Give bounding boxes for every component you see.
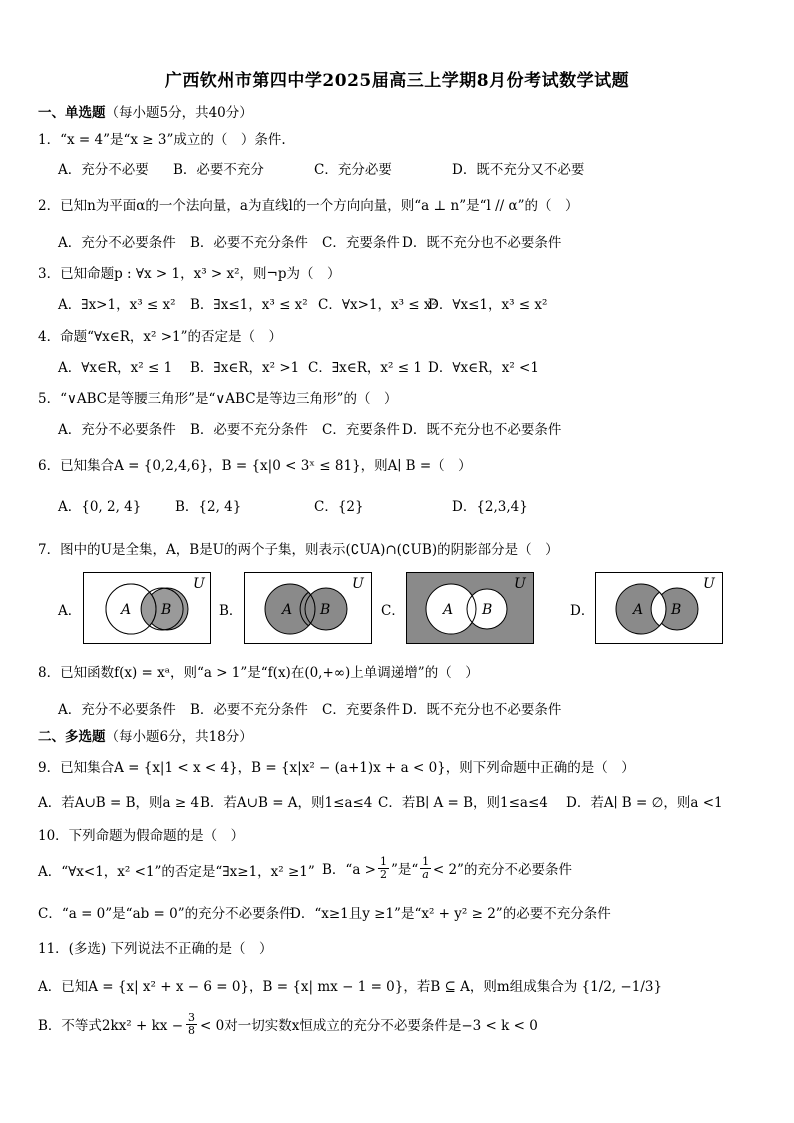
fraction-three-eighths — [186, 1012, 197, 1037]
q5-option-a[interactable]: A．充分不必要条件 — [58, 422, 176, 438]
q6-stem: 6．已知集合A = {0,2,4,6}，B = {x|0 < 3ˣ ≤ 81}，则A∣ B =（ ） — [38, 458, 472, 474]
set-b-label: B — [161, 602, 172, 618]
q2-stem: 2．已知n为平面α的一个法向量，a为直线l的一个方向向量，则“a ⊥ n”是“l // α”的（ ） — [38, 198, 579, 214]
q9-option-c[interactable]: C．若B∣ A = B，则1≤a≤4 — [378, 795, 548, 811]
q1-option-c[interactable]: C．充分必要 — [314, 162, 392, 178]
q10-option-b[interactable] — [322, 852, 572, 884]
section-head: 一、单选题 — [38, 105, 106, 121]
set-b-label: B — [482, 602, 493, 618]
q1-option-d[interactable]: D．既不充分又不必要 — [452, 162, 585, 178]
q7-venn-d[interactable] — [595, 572, 723, 644]
q4-option-c[interactable]: C．∃x∈R，x² ≤ 1 — [308, 360, 422, 376]
q10-option-d[interactable]: D．“x≥1且y ≥1”是“x² + y² ≥ 2”的必要不充分条件 — [290, 906, 611, 922]
q7-option-b-label[interactable]: B． — [219, 603, 243, 619]
q2-option-c[interactable]: C．充要条件 — [322, 235, 400, 251]
q8-stem: 8．已知函数f(x) = xᵃ，则“a > 1”是“f(x)在(0,+∞)上单调递增”的（ ） — [38, 665, 479, 681]
set-a-label: A — [121, 602, 132, 618]
q4-option-a[interactable]: A．∀x∈R，x² ≤ 1 — [58, 360, 173, 376]
q10-option-c[interactable]: C．“a = 0”是“ab = 0”的充分不必要条件 — [38, 906, 293, 922]
fraction-one-over-a — [420, 856, 431, 881]
numerator: 3 — [188, 1010, 196, 1024]
q7-venn-c[interactable] — [406, 572, 534, 644]
numerator: 1 — [379, 854, 387, 868]
section-head: 二、多选题 — [38, 729, 106, 745]
q11-stem: 11．(多选) 下列说法不正确的是（ ） — [38, 941, 273, 957]
section-single-choice — [38, 101, 253, 121]
q10-b-prefix: B．“a > — [322, 862, 376, 878]
set-a-label: A — [282, 602, 293, 618]
q11-a-text: A．已知A = {x| x² + x − 6 = 0}，B = {x| mx − 1 = 0}，若B ⊆ A，则m组成集合为 — [38, 979, 578, 995]
q10-stem: 10．下列命题为假命题的是（ ） — [38, 828, 245, 844]
q8-option-b[interactable]: B．必要不充分条件 — [190, 702, 308, 718]
q4-option-d[interactable]: D．∀x∈R，x² <1 — [428, 360, 539, 376]
q3-option-d[interactable]: D．∀x≤1，x³ ≤ x² — [428, 297, 548, 313]
q5-option-b[interactable]: B．必要不充分条件 — [190, 422, 308, 438]
q10-b-suffix: < 2”的充分不必要条件 — [432, 862, 572, 878]
set-a-label: A — [443, 602, 454, 618]
denominator: a — [422, 867, 429, 881]
q9-stem: 9．已知集合A = {x|1 < x < 4}，B = {x|x² − (a+1)x + a < 0}，则下列命题中正确的是（ ） — [38, 760, 635, 776]
q3-stem: 3．已知命题p : ∀x > 1，x³ > x²，则¬p为（ ） — [38, 266, 341, 282]
q10-b-mid: ”是“ — [390, 862, 419, 878]
universe-label: U — [193, 576, 205, 592]
q5-stem: 5．“∨ABC是等腰三角形”是“∨ABC是等边三角形”的（ ） — [38, 391, 398, 407]
q6-option-c[interactable]: C．{2} — [314, 499, 364, 515]
q2-option-d[interactable]: D．既不充分也不必要条件 — [402, 235, 562, 251]
q10-option-a[interactable]: A．“∀x<1，x² <1”的否定是“∃x≥1，x² ≥1” — [38, 864, 315, 880]
q5-option-c[interactable]: C．充要条件 — [322, 422, 400, 438]
q5-option-d[interactable]: D．既不充分也不必要条件 — [402, 422, 562, 438]
q3-option-b[interactable]: B．∃x≤1，x³ ≤ x² — [190, 297, 308, 313]
fraction-one-half — [378, 856, 389, 881]
q2-option-a[interactable]: A．充分不必要条件 — [58, 235, 176, 251]
q9-option-d[interactable]: D．若A∣ B = ∅，则a <1 — [566, 795, 723, 811]
q4-stem: 4．命题“∀x∈R，x² >1”的否定是（ ） — [38, 329, 283, 345]
q1-option-b[interactable]: B．必要不充分 — [173, 162, 264, 178]
q6-option-d[interactable]: D．{2,3,4} — [452, 499, 528, 515]
q7-venn-b[interactable] — [244, 572, 372, 644]
q11-option-a[interactable] — [38, 975, 662, 995]
q8-option-c[interactable]: C．充要条件 — [322, 702, 400, 718]
universe-label: U — [352, 576, 364, 592]
q11-option-b[interactable] — [38, 1008, 538, 1040]
q11-b-prefix: B．不等式2kx² + kx − — [38, 1018, 184, 1034]
q7-venn-a[interactable] — [83, 572, 211, 644]
page-title: 广西钦州市第四中学2025届高三上学期8月份考试数学试题 — [164, 71, 630, 91]
q4-option-b[interactable]: B．∃x∈R，x² >1 — [190, 360, 300, 376]
q11-a-set: {1/2, −1/3} — [581, 979, 663, 995]
q9-option-a[interactable]: A．若A∪B = B，则a ≥ 4 — [38, 795, 200, 811]
universe-label: U — [703, 576, 715, 592]
set-b-label: B — [320, 602, 331, 618]
q6-option-b[interactable]: B．{2, 4} — [175, 499, 242, 515]
set-b-label: B — [671, 602, 682, 618]
denominator: 2 — [379, 867, 387, 881]
q7-stem: 7．图中的U是全集，A，B是U的两个子集，则表示(∁UA)∩(∁UB)的阴影部分是（ ） — [38, 542, 559, 558]
universe-label: U — [514, 576, 526, 592]
q3-option-c[interactable]: C．∀x>1，x³ ≤ x² — [318, 297, 437, 313]
q11-b-suffix: < 0对一切实数x恒成立的充分不必要条件是−3 < k < 0 — [200, 1018, 538, 1034]
q7-option-a-label[interactable]: A． — [58, 603, 82, 619]
q7-option-d-label[interactable]: D． — [570, 603, 595, 619]
section-multiple-choice — [38, 725, 253, 745]
q9-option-b[interactable]: B．若A∪B = A，则1≤a≤4 — [200, 795, 373, 811]
q1-stem: 1．“x = 4”是“x ≥ 3”成立的（ ）条件. — [38, 132, 286, 148]
q8-option-d[interactable]: D．既不充分也不必要条件 — [402, 702, 562, 718]
q1-option-a[interactable]: A．充分不必要 — [58, 162, 149, 178]
section-note: （每小题5分，共40分） — [105, 105, 253, 121]
numerator: 1 — [422, 854, 430, 868]
set-a-label: A — [633, 602, 644, 618]
q6-option-a[interactable]: A．{0, 2, 4} — [58, 499, 142, 515]
q2-option-b[interactable]: B．必要不充分条件 — [190, 235, 308, 251]
section-note: （每小题6分，共18分） — [105, 729, 253, 745]
q3-option-a[interactable]: A．∃x>1，x³ ≤ x² — [58, 297, 176, 313]
q8-option-a[interactable]: A．充分不必要条件 — [58, 702, 176, 718]
q7-option-c-label[interactable]: C． — [381, 603, 405, 619]
denominator: 8 — [188, 1023, 196, 1037]
